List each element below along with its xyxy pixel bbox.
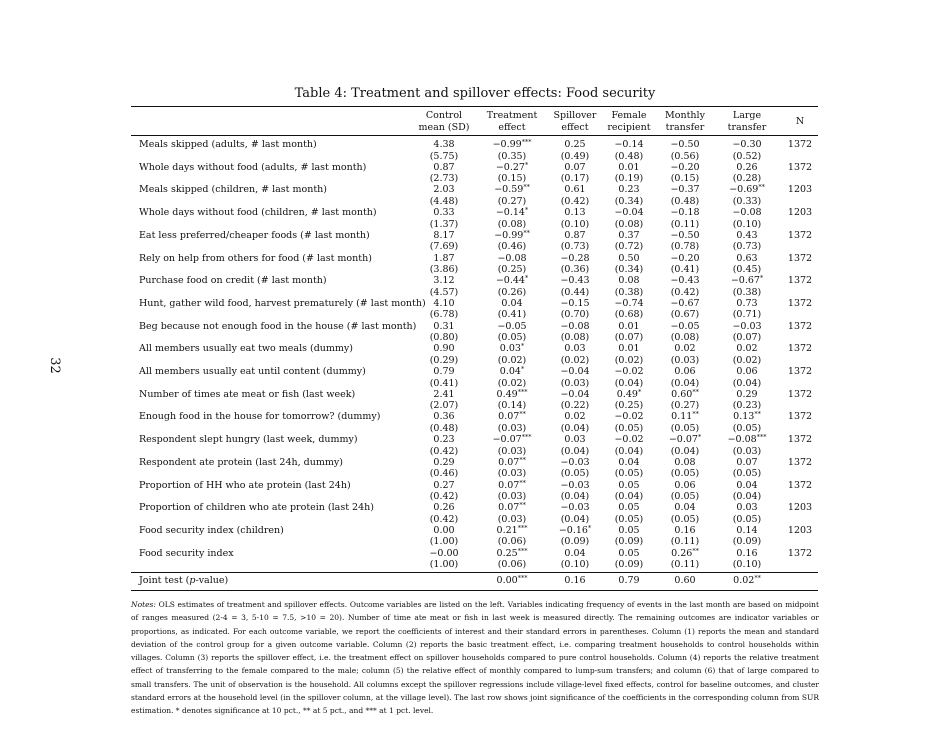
std-error-cell: (0.14) [497, 400, 527, 412]
estimate-cell: 0.23 [433, 434, 455, 446]
estimate-cell: 0.08 [674, 456, 696, 468]
std-error-cell: (0.09) [614, 559, 644, 571]
row-label: Proportion of children who ate protein (last 24h) [139, 502, 374, 514]
estimate-cell: 1372 [787, 320, 813, 332]
estimate-cell: 0.21*** [496, 523, 528, 536]
estimate-cell: 0.25*** [496, 546, 528, 559]
column-header: Large transfer [727, 110, 767, 133]
std-error-cell: (0.38) [732, 286, 762, 298]
notes-line: effect of transferring to the female compared to the male; column (5) the relative effect of monthly compared to lump-sum transfers; and column (6) that of large compared to [131, 666, 819, 676]
std-error-cell: (0.05) [560, 468, 590, 480]
std-error-cell: (0.38) [614, 286, 644, 298]
std-error-cell: (0.67) [670, 309, 700, 321]
estimate-cell: 0.05 [618, 547, 640, 559]
estimate-cell: −0.00 [429, 547, 459, 559]
std-error-cell: (0.45) [732, 264, 762, 275]
std-error-cell: (0.41) [670, 264, 700, 275]
joint-test-cell: 0.79 [618, 575, 640, 586]
estimate-cell: −0.08 [560, 320, 590, 332]
estimate-cell: 1372 [787, 297, 813, 309]
std-error-cell: (0.05) [670, 491, 700, 502]
page-number: 32 [46, 357, 62, 374]
estimate-cell: 0.26 [433, 502, 455, 514]
std-error-cell: (0.05) [732, 468, 762, 480]
estimate-cell: 0.60** [671, 387, 699, 400]
std-error-cell: (2.73) [429, 173, 459, 185]
std-error-cell: (0.05) [614, 468, 644, 480]
std-error-cell: (0.04) [560, 513, 590, 525]
notes-line: estimation. * denotes significance at 10 pct., ** at 5 pct., and *** at 1 pct. level. [131, 706, 434, 716]
estimate-cell: −0.37 [670, 184, 700, 196]
std-error-cell: (1.00) [429, 559, 459, 571]
std-error-cell: (0.10) [560, 559, 590, 571]
estimate-cell: 0.50 [618, 252, 640, 264]
std-error-cell: (0.05) [670, 513, 700, 525]
estimate-cell: 0.01 [618, 343, 640, 355]
std-error-cell: (0.05) [670, 422, 700, 434]
estimate-cell: 0.03* [499, 342, 525, 355]
std-error-cell: (0.02) [732, 354, 762, 366]
std-error-cell: (0.03) [560, 377, 590, 389]
std-error-cell: (0.48) [429, 422, 459, 434]
estimate-cell: 1.87 [433, 252, 455, 264]
std-error-cell: (0.25) [614, 400, 644, 412]
std-error-cell: (0.70) [560, 309, 590, 321]
std-error-cell: (0.06) [497, 536, 527, 548]
estimate-cell: 1203 [787, 502, 813, 514]
notes-line: proportions, as indicated. For each outcome variable, we report the coefficients of interest and their standard errors in parentheses. Column (1) reports the mean and standard [131, 626, 819, 636]
std-error-cell: (0.06) [497, 559, 527, 571]
notes-line: standard errors at the household level (in the spillover column, at the village level). The last row shows joint significance of the coefficients in the corresponding column from SUR [131, 693, 819, 703]
estimate-cell: 0.49* [616, 387, 642, 400]
estimate-cell: −0.03 [560, 456, 590, 468]
estimate-cell: 0.13 [564, 207, 586, 219]
std-error-cell: (0.41) [429, 377, 459, 389]
std-error-cell: (4.57) [429, 286, 459, 298]
estimate-cell: −0.67 [670, 297, 700, 309]
std-error-cell: (0.03) [497, 491, 527, 502]
column-header: N [795, 116, 805, 127]
std-error-cell: (6.78) [429, 309, 459, 321]
bottom-rule [131, 590, 818, 591]
notes-line: Notes: OLS estimates of treatment and spillover effects. Outcome variables are listed on the left. Variables indicating frequency of events in the last month are based on midpoint [131, 600, 819, 609]
std-error-cell: (7.69) [429, 241, 459, 253]
estimate-cell: 1372 [787, 456, 813, 468]
estimate-cell: 0.49*** [496, 387, 528, 400]
std-error-cell: (0.03) [497, 445, 527, 457]
std-error-cell: (0.17) [560, 173, 590, 185]
std-error-cell: (0.42) [429, 513, 459, 525]
std-error-cell: (0.07) [732, 332, 762, 344]
std-error-cell: (0.36) [560, 264, 590, 275]
estimate-cell: −0.43 [560, 275, 590, 287]
estimate-cell: −0.69** [729, 183, 765, 196]
estimate-cell: 0.04 [736, 479, 758, 491]
estimate-cell: 0.07** [498, 478, 526, 491]
std-error-cell: (0.19) [614, 173, 644, 185]
std-error-cell: (0.09) [614, 536, 644, 548]
estimate-cell: 0.11** [671, 410, 699, 423]
std-error-cell: (0.27) [670, 400, 700, 412]
estimate-cell: 0.02 [564, 411, 586, 423]
estimate-cell: 0.26** [671, 546, 699, 559]
std-error-cell: (0.08) [670, 332, 700, 344]
estimate-cell: 0.04 [564, 547, 586, 559]
std-error-cell: (0.48) [614, 150, 644, 162]
header-rule [131, 135, 818, 136]
joint-test-cell: 0.16 [564, 575, 586, 586]
column-header: Spillover effect [553, 110, 597, 133]
estimate-cell: −0.14 [614, 139, 644, 150]
estimate-cell: 1372 [787, 343, 813, 355]
estimate-cell: −0.08 [732, 207, 762, 219]
std-error-cell: (0.10) [560, 218, 590, 230]
estimate-cell: 0.26 [736, 161, 758, 173]
std-error-cell: (0.23) [732, 400, 762, 412]
estimate-cell: 1372 [787, 275, 813, 287]
std-error-cell: (0.04) [560, 445, 590, 457]
std-error-cell: (0.80) [429, 332, 459, 344]
std-error-cell: (0.15) [497, 173, 527, 185]
row-label: Whole days without food (adults, # last month) [139, 161, 367, 173]
std-error-cell: (0.46) [429, 468, 459, 480]
estimate-cell: −0.50 [670, 139, 700, 150]
estimate-cell: 2.41 [433, 388, 455, 400]
row-label: Number of times ate meat or fish (last week) [139, 388, 356, 400]
std-error-cell: (0.05) [732, 513, 762, 525]
std-error-cell: (0.48) [670, 195, 700, 207]
estimate-cell: −0.18 [670, 207, 700, 219]
estimate-cell: 1372 [787, 547, 813, 559]
std-error-cell: (0.04) [732, 377, 762, 389]
estimate-cell: 1372 [787, 161, 813, 173]
std-error-cell: (4.48) [429, 195, 459, 207]
std-error-cell: (0.08) [614, 218, 644, 230]
std-error-cell: (0.02) [497, 377, 527, 389]
column-header: Control mean (SD) [418, 110, 470, 133]
estimate-cell: 0.61 [564, 184, 586, 196]
estimate-cell: 0.02 [736, 343, 758, 355]
estimate-cell: −0.04 [560, 366, 590, 377]
std-error-cell: (0.52) [732, 150, 762, 162]
estimate-cell: 0.87 [433, 161, 455, 173]
estimate-cell: 1372 [787, 434, 813, 446]
notes-line: deviation of the control group for a given outcome variable. Column (2) reports the basic treatment effect, i.e. comparing treatment households to control households within [131, 639, 819, 649]
column-header: Female recipient [607, 110, 651, 133]
top-rule [131, 106, 818, 107]
std-error-cell: (0.04) [732, 491, 762, 502]
estimate-cell: −0.67* [730, 274, 764, 287]
column-header: Treatment effect [486, 110, 538, 133]
estimate-cell: −0.04 [560, 388, 590, 400]
estimate-cell: −0.07* [668, 433, 702, 446]
estimate-cell: −0.07*** [492, 433, 532, 446]
estimate-cell: 8.17 [433, 229, 455, 241]
estimate-cell: 0.13** [733, 410, 761, 423]
estimate-cell: 0.02 [674, 343, 696, 355]
std-error-cell: (0.08) [497, 218, 527, 230]
std-error-cell: (0.11) [670, 536, 700, 548]
estimate-cell: 0.79 [433, 366, 455, 377]
notes-line: of ranges measured (2-4 = 3, 5-10 = 7.5, >10 = 20). Number of time ate meat or fish in last week is measured directly. The remaining outcomes are indicator variables or [131, 613, 819, 623]
estimate-cell: −0.05 [670, 320, 700, 332]
estimate-cell: −0.74 [614, 297, 644, 309]
row-label: All members usually eat until content (dummy) [139, 366, 366, 377]
row-label: Respondent slept hungry (last week, dummy) [139, 434, 358, 446]
estimate-cell: 0.06 [674, 479, 696, 491]
std-error-cell: (1.00) [429, 536, 459, 548]
estimate-cell: 0.01 [618, 161, 640, 173]
std-error-cell: (0.05) [670, 468, 700, 480]
std-error-cell: (3.86) [429, 264, 459, 275]
estimate-cell: 0.05 [618, 502, 640, 514]
estimate-cell: 0.04 [674, 502, 696, 514]
std-error-cell: (0.03) [670, 354, 700, 366]
std-error-cell: (0.26) [497, 286, 527, 298]
estimate-cell: 1203 [787, 207, 813, 219]
joint-test-cell: 0.02** [733, 574, 761, 586]
row-label: All members usually eat two meals (dummy) [139, 343, 354, 355]
estimate-cell: 4.10 [433, 297, 455, 309]
row-label: Eat less preferred/cheaper foods (# last month) [139, 229, 370, 241]
std-error-cell: (0.04) [614, 445, 644, 457]
estimate-cell: −0.50 [670, 229, 700, 241]
estimate-cell: 1372 [787, 388, 813, 400]
estimate-cell: 0.43 [736, 229, 758, 241]
estimate-cell: 0.03 [564, 434, 586, 446]
estimate-cell: 0.33 [433, 207, 455, 219]
estimate-cell: 0.07** [498, 501, 526, 514]
std-error-cell: (0.04) [560, 422, 590, 434]
row-label: Food security index [139, 547, 234, 559]
std-error-cell: (0.04) [614, 377, 644, 389]
estimate-cell: 0.90 [433, 343, 455, 355]
estimate-cell: −0.08*** [727, 433, 767, 446]
row-label: Hunt, gather wild food, harvest prematurely (# last month) [139, 297, 426, 309]
row-label: Purchase food on credit (# last month) [139, 275, 327, 287]
std-error-cell: (0.05) [614, 422, 644, 434]
estimate-cell: 1203 [787, 524, 813, 536]
estimate-cell: 0.08 [618, 275, 640, 287]
estimate-cell: −0.02 [614, 434, 644, 446]
joint-test-cell: 0.00*** [496, 574, 528, 586]
std-error-cell: (0.46) [497, 241, 527, 253]
std-error-cell: (0.71) [732, 309, 762, 321]
std-error-cell: (0.02) [560, 354, 590, 366]
std-error-cell: (0.03) [732, 445, 762, 457]
std-error-cell: (0.33) [732, 195, 762, 207]
estimate-cell: 1372 [787, 366, 813, 377]
column-header: Monthly transfer [665, 110, 705, 133]
std-error-cell: (0.04) [560, 491, 590, 502]
std-error-cell: (0.42) [429, 491, 459, 502]
std-error-cell: (0.05) [614, 513, 644, 525]
estimate-cell: 0.14 [736, 524, 758, 536]
std-error-cell: (0.02) [497, 354, 527, 366]
estimate-cell: 1203 [787, 184, 813, 196]
estimate-cell: −0.08 [497, 252, 527, 264]
estimate-cell: 2.03 [433, 184, 455, 196]
row-label: Respondent ate protein (last 24h, dummy) [139, 456, 343, 468]
estimate-cell: 1372 [787, 252, 813, 264]
std-error-cell: (0.42) [670, 286, 700, 298]
estimate-cell: 0.73 [736, 297, 758, 309]
estimate-cell: 0.04 [618, 456, 640, 468]
joint-test-cell: 0.60 [674, 575, 696, 586]
estimate-cell: 0.63 [736, 252, 758, 264]
estimate-cell: 0.05 [618, 524, 640, 536]
estimate-cell: 1372 [787, 479, 813, 491]
estimate-cell: 0.16 [674, 524, 696, 536]
std-error-cell: (0.03) [497, 422, 527, 434]
estimate-cell: −0.02 [614, 366, 644, 377]
std-error-cell: (0.03) [497, 513, 527, 525]
estimate-cell: 0.05 [618, 479, 640, 491]
std-error-cell: (0.41) [497, 309, 527, 321]
std-error-cell: (0.10) [732, 218, 762, 230]
std-error-cell: (0.05) [497, 332, 527, 344]
estimate-cell: −0.03 [732, 320, 762, 332]
estimate-cell: −0.03 [560, 502, 590, 514]
estimate-cell: −0.99*** [492, 138, 532, 150]
estimate-cell: −0.30 [732, 139, 762, 150]
row-label: Enough food in the house for tomorrow? (dummy) [139, 411, 381, 423]
std-error-cell: (0.28) [732, 173, 762, 185]
estimate-cell: −0.59** [494, 183, 530, 196]
estimate-cell: −0.04 [614, 207, 644, 219]
row-label: Food security index (children) [139, 524, 284, 536]
std-error-cell: (0.34) [614, 264, 644, 275]
std-error-cell: (0.11) [670, 559, 700, 571]
row-label: Rely on help from others for food (# last month) [139, 252, 372, 264]
estimate-cell: 0.23 [618, 184, 640, 196]
std-error-cell: (0.72) [614, 241, 644, 253]
row-label: Meals skipped (adults, # last month) [139, 139, 317, 150]
std-error-cell: (0.11) [670, 218, 700, 230]
std-error-cell: (0.73) [732, 241, 762, 253]
estimate-cell: 0.06 [736, 366, 758, 377]
estimate-cell: 0.27 [433, 479, 455, 491]
std-error-cell: (0.29) [429, 354, 459, 366]
estimate-cell: −0.28 [560, 252, 590, 264]
estimate-cell: 0.31 [433, 320, 455, 332]
estimate-cell: 0.87 [564, 229, 586, 241]
std-error-cell: (0.49) [560, 150, 590, 162]
std-error-cell: (0.05) [732, 422, 762, 434]
std-error-cell: (0.03) [497, 468, 527, 480]
estimate-cell: 0.37 [618, 229, 640, 241]
estimate-cell: −0.14* [495, 206, 529, 219]
std-error-cell: (0.27) [497, 195, 527, 207]
estimate-cell: 0.03 [736, 502, 758, 514]
std-error-cell: (0.07) [614, 332, 644, 344]
std-error-cell: (0.09) [560, 536, 590, 548]
row-label: Proportion of HH who ate protein (last 24h) [139, 479, 351, 491]
estimate-cell: −0.43 [670, 275, 700, 287]
std-error-cell: (0.73) [560, 241, 590, 253]
std-error-cell: (0.04) [670, 445, 700, 457]
estimate-cell: 0.07** [498, 410, 526, 423]
table-notes [131, 598, 819, 718]
std-error-cell: (0.02) [614, 354, 644, 366]
std-error-cell: (0.09) [732, 536, 762, 548]
std-error-cell: (0.10) [732, 559, 762, 571]
std-error-cell: (0.56) [670, 150, 700, 162]
estimate-cell: 4.38 [433, 139, 455, 150]
std-error-cell: (0.68) [614, 309, 644, 321]
estimate-cell: −0.03 [560, 479, 590, 491]
estimate-cell: 0.29 [433, 456, 455, 468]
estimate-cell: 0.01 [618, 320, 640, 332]
estimate-cell: 0.36 [433, 411, 455, 423]
estimate-cell: 0.03 [564, 343, 586, 355]
estimate-cell: 0.25 [564, 139, 586, 150]
estimate-cell: 0.07 [564, 161, 586, 173]
estimate-cell: 1372 [787, 229, 813, 241]
row-label: Beg because not enough food in the house (# last month) [139, 320, 417, 332]
std-error-cell: (0.15) [670, 173, 700, 185]
estimate-cell: 0.06 [674, 366, 696, 377]
estimate-cell: 3.12 [433, 275, 455, 287]
std-error-cell: (0.44) [560, 286, 590, 298]
estimate-cell: 0.07 [736, 456, 758, 468]
estimate-cell: 0.07** [498, 455, 526, 468]
estimate-cell: −0.20 [670, 161, 700, 173]
std-error-cell: (0.42) [560, 195, 590, 207]
notes-line: villages. Column (3) reports the spillover effect, i.e. the treatment effect on spillover households compared to pure control households. Column (4) reports the relative treatment [131, 653, 819, 663]
estimate-cell: −0.05 [497, 320, 527, 332]
notes-line: small transfers. The unit of observation is the household. All columns except the spillover regressions include village-level fixed effects, control for baseline outcomes, and cluster [131, 679, 819, 689]
estimate-cell: 1372 [787, 411, 813, 423]
estimate-cell: 0.16 [736, 547, 758, 559]
joint-rule [131, 572, 818, 573]
std-error-cell: (0.04) [614, 491, 644, 502]
estimate-cell: −0.20 [670, 252, 700, 264]
std-error-cell: (0.42) [429, 445, 459, 457]
std-error-cell: (2.07) [429, 400, 459, 412]
std-error-cell: (1.37) [429, 218, 459, 230]
estimate-cell: 0.04* [499, 365, 525, 377]
std-error-cell: (5.75) [429, 150, 459, 162]
std-error-cell: (0.04) [670, 377, 700, 389]
std-error-cell: (0.78) [670, 241, 700, 253]
estimate-cell: −0.16* [558, 523, 592, 536]
std-error-cell: (0.35) [497, 150, 527, 162]
estimate-cell: 0.29 [736, 388, 758, 400]
estimate-cell: 0.04 [501, 297, 523, 309]
estimate-cell: −0.27* [495, 160, 529, 173]
estimate-cell: −0.44* [495, 274, 529, 287]
estimate-cell: 1372 [787, 139, 813, 150]
std-error-cell: (0.08) [560, 332, 590, 344]
std-error-cell: (0.22) [560, 400, 590, 412]
estimate-cell: 0.00 [433, 524, 455, 536]
joint-test-label: Joint test (p-value) [139, 575, 229, 586]
std-error-cell: (0.25) [497, 264, 527, 275]
table-title: Table 4: Treatment and spillover effects: Food security [294, 86, 656, 101]
estimate-cell: −0.15 [560, 297, 590, 309]
row-label: Whole days without food (children, # last month) [139, 207, 377, 219]
estimate-cell: −0.02 [614, 411, 644, 423]
std-error-cell: (0.34) [614, 195, 644, 207]
estimate-cell: −0.99** [494, 228, 530, 241]
row-label: Meals skipped (children, # last month) [139, 184, 328, 196]
